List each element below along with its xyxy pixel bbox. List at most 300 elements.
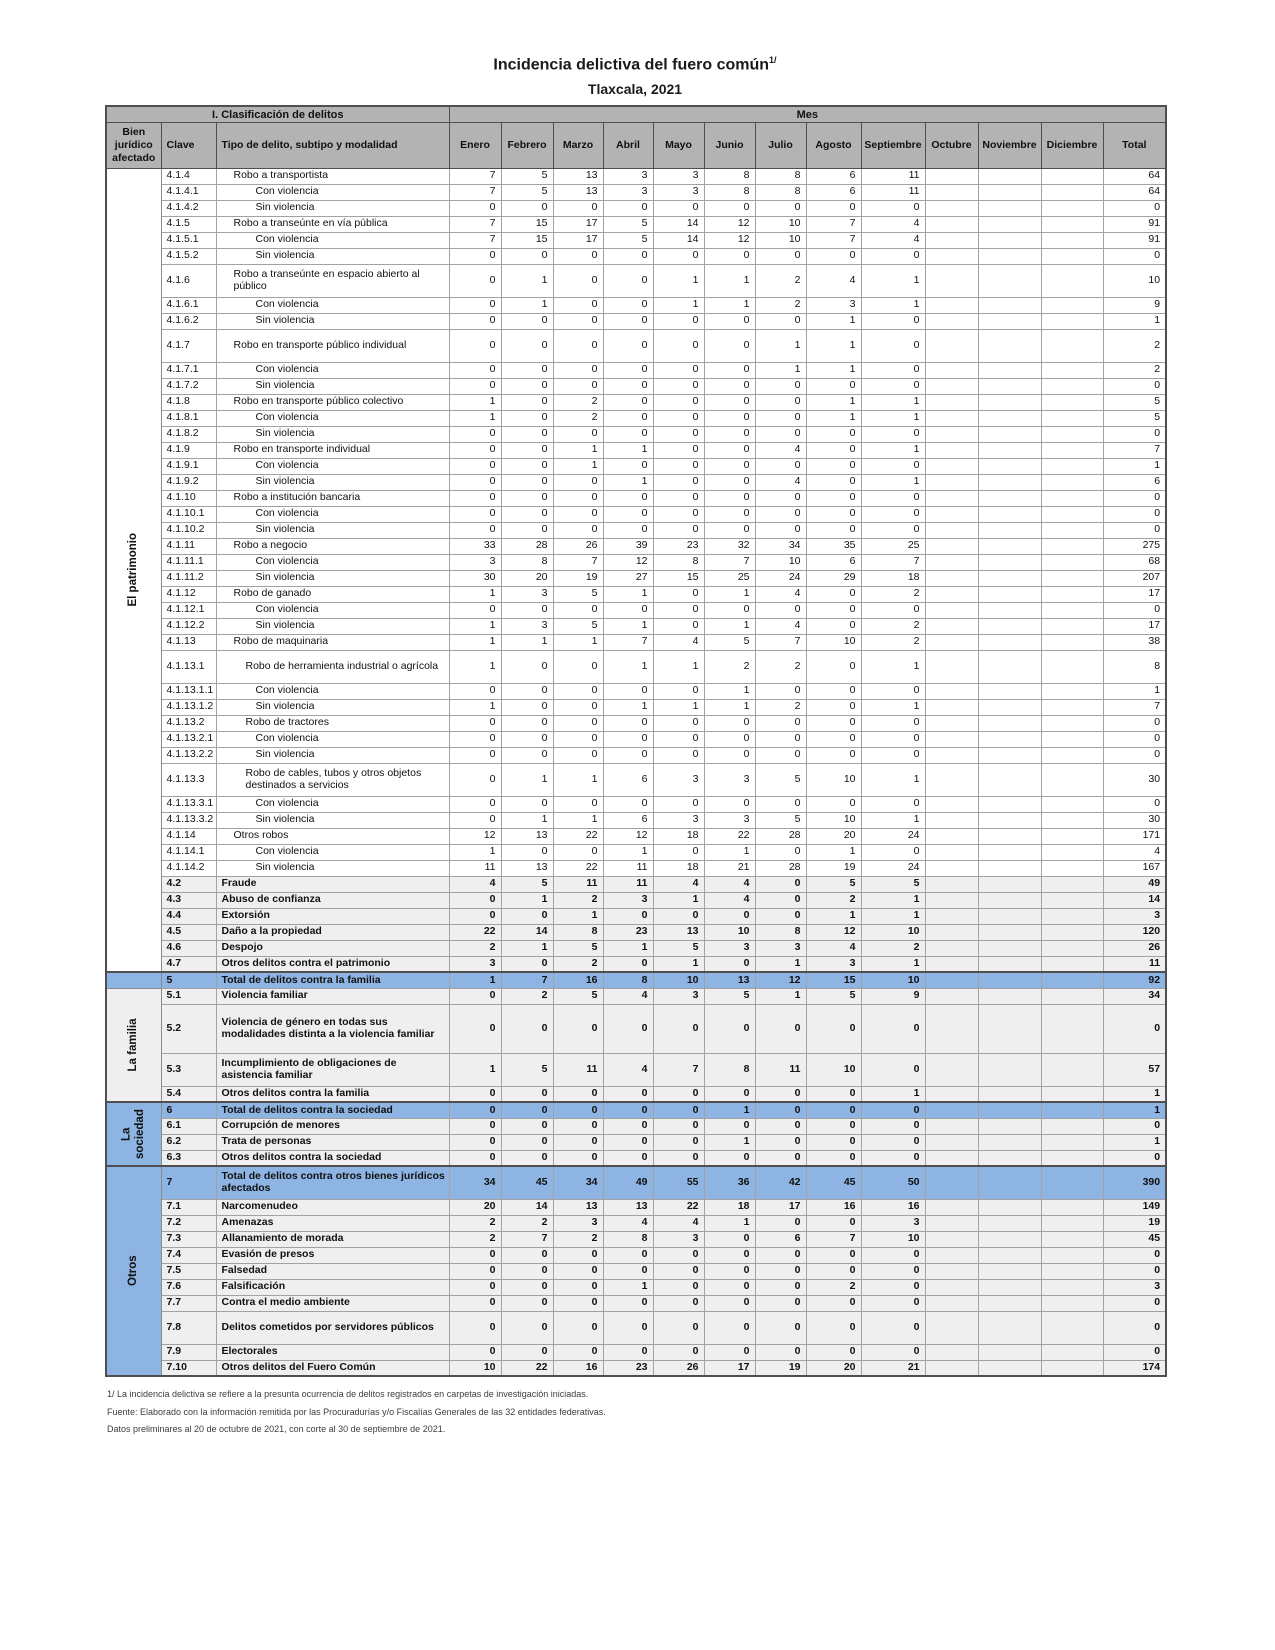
- total-cell: 0: [1103, 426, 1166, 442]
- total-cell: 49: [1103, 876, 1166, 892]
- delito-cell: Delitos cometidos por servidores públicos: [216, 1311, 449, 1344]
- month-value-cell: [925, 1053, 978, 1086]
- month-value-cell: [1041, 618, 1103, 634]
- month-value-cell: 0: [806, 1215, 861, 1231]
- month-value-cell: 0: [704, 731, 755, 747]
- month-value-cell: 0: [653, 731, 704, 747]
- delito-cell: Robo de tractores: [216, 715, 449, 731]
- month-value-cell: 0: [603, 747, 653, 763]
- month-value-cell: 0: [704, 1118, 755, 1134]
- month-value-cell: 55: [653, 1166, 704, 1199]
- month-value-cell: [1041, 1344, 1103, 1360]
- clave-cell: 6.1: [161, 1118, 216, 1134]
- month-value-cell: 0: [806, 200, 861, 216]
- month-value-cell: 0: [704, 715, 755, 731]
- month-value-cell: 0: [553, 650, 603, 683]
- month-value-cell: 0: [449, 1134, 501, 1150]
- table-row: [106, 1102, 1166, 1118]
- month-value-cell: 0: [653, 1311, 704, 1344]
- month-value-cell: 1: [501, 264, 553, 297]
- clave-cell: 4.1.13.3.2: [161, 812, 216, 828]
- month-value-cell: [978, 812, 1041, 828]
- month-value-cell: 2: [449, 1231, 501, 1247]
- month-value-cell: [978, 522, 1041, 538]
- clave-cell: 4.1.11: [161, 538, 216, 554]
- month-value-cell: 0: [861, 1118, 925, 1134]
- month-value-cell: [925, 972, 978, 988]
- table-row: [106, 634, 1166, 650]
- month-value-cell: 0: [755, 394, 806, 410]
- month-value-cell: 1: [603, 442, 653, 458]
- month-value-cell: 17: [755, 1199, 806, 1215]
- month-value-cell: 0: [653, 1150, 704, 1166]
- month-value-cell: 0: [553, 747, 603, 763]
- month-value-cell: 1: [603, 1279, 653, 1295]
- month-value-cell: [925, 442, 978, 458]
- clave-cell: 4.1.7: [161, 329, 216, 362]
- table-row: [106, 442, 1166, 458]
- month-value-cell: 0: [806, 618, 861, 634]
- month-value-cell: 1: [861, 297, 925, 313]
- month-value-cell: 2: [755, 264, 806, 297]
- month-column-header: Mayo: [653, 122, 704, 168]
- month-value-cell: 0: [603, 490, 653, 506]
- bien-juridico-group-cell: [106, 988, 161, 1102]
- month-value-cell: [1041, 1134, 1103, 1150]
- month-value-cell: 1: [704, 699, 755, 715]
- month-value-cell: [978, 763, 1041, 796]
- total-cell: 57: [1103, 1053, 1166, 1086]
- month-value-cell: [925, 1086, 978, 1102]
- month-value-cell: [1041, 570, 1103, 586]
- month-value-cell: [978, 313, 1041, 329]
- month-value-cell: [1041, 394, 1103, 410]
- month-column-header: Diciembre: [1041, 122, 1103, 168]
- total-cell: 17: [1103, 586, 1166, 602]
- month-value-cell: 0: [449, 200, 501, 216]
- month-value-cell: 0: [861, 490, 925, 506]
- month-value-cell: 0: [861, 426, 925, 442]
- clave-cell: 4.1.6.2: [161, 313, 216, 329]
- month-value-cell: 0: [449, 297, 501, 313]
- month-value-cell: 22: [553, 860, 603, 876]
- month-value-cell: [1041, 426, 1103, 442]
- month-value-cell: 15: [806, 972, 861, 988]
- month-value-cell: 0: [501, 796, 553, 812]
- month-value-cell: 0: [553, 329, 603, 362]
- month-value-cell: [978, 988, 1041, 1004]
- month-value-cell: 1: [704, 586, 755, 602]
- month-value-cell: 0: [704, 490, 755, 506]
- month-value-cell: 24: [755, 570, 806, 586]
- month-value-cell: 5: [501, 184, 553, 200]
- month-value-cell: 16: [806, 1199, 861, 1215]
- month-value-cell: [925, 1004, 978, 1053]
- month-value-cell: 0: [449, 1279, 501, 1295]
- total-cell: 3: [1103, 908, 1166, 924]
- month-value-cell: 5: [603, 216, 653, 232]
- total-cell: 390: [1103, 1166, 1166, 1199]
- month-value-cell: [978, 844, 1041, 860]
- month-value-cell: 0: [501, 362, 553, 378]
- classification-header: I. Clasificación de delitos: [106, 106, 449, 122]
- table-row: [106, 1118, 1166, 1134]
- month-value-cell: 29: [806, 570, 861, 586]
- month-value-cell: 0: [553, 264, 603, 297]
- total-cell: 0: [1103, 1150, 1166, 1166]
- bien-juridico-group-label: [107, 973, 161, 988]
- month-value-cell: 0: [653, 474, 704, 490]
- month-value-cell: 0: [755, 490, 806, 506]
- month-value-cell: [925, 1102, 978, 1118]
- month-value-cell: 0: [501, 313, 553, 329]
- month-value-cell: [925, 924, 978, 940]
- table-row: [106, 602, 1166, 618]
- month-value-cell: 0: [704, 1004, 755, 1053]
- month-value-cell: 0: [603, 1150, 653, 1166]
- month-value-cell: 2: [501, 988, 553, 1004]
- month-value-cell: [978, 442, 1041, 458]
- month-value-cell: 14: [501, 924, 553, 940]
- month-value-cell: [978, 634, 1041, 650]
- month-value-cell: 0: [806, 747, 861, 763]
- month-value-cell: 0: [553, 1150, 603, 1166]
- month-value-cell: 1: [449, 618, 501, 634]
- month-value-cell: [1041, 892, 1103, 908]
- month-value-cell: 12: [449, 828, 501, 844]
- month-value-cell: [925, 844, 978, 860]
- month-value-cell: [925, 988, 978, 1004]
- month-value-cell: [978, 184, 1041, 200]
- table-row: [106, 394, 1166, 410]
- total-cell: 2: [1103, 329, 1166, 362]
- month-value-cell: 0: [861, 1150, 925, 1166]
- total-cell: 0: [1103, 1247, 1166, 1263]
- table-row: [106, 1215, 1166, 1231]
- month-value-cell: [1041, 522, 1103, 538]
- clave-cell: 7.9: [161, 1344, 216, 1360]
- month-value-cell: 0: [603, 1263, 653, 1279]
- month-column-header: Abril: [603, 122, 653, 168]
- month-value-cell: 0: [501, 474, 553, 490]
- total-cell: 0: [1103, 1295, 1166, 1311]
- mes-header: Mes: [449, 106, 1166, 122]
- month-value-cell: 36: [704, 1166, 755, 1199]
- total-cell: 64: [1103, 168, 1166, 184]
- month-value-cell: 0: [501, 458, 553, 474]
- bien-juridico-group-cell: [106, 1102, 161, 1166]
- month-value-cell: [925, 892, 978, 908]
- month-value-cell: 6: [603, 763, 653, 796]
- month-value-cell: [925, 956, 978, 972]
- month-value-cell: 0: [806, 458, 861, 474]
- total-cell: 0: [1103, 200, 1166, 216]
- month-value-cell: [978, 1215, 1041, 1231]
- month-value-cell: 0: [501, 490, 553, 506]
- month-value-cell: [1041, 828, 1103, 844]
- month-value-cell: 3: [603, 892, 653, 908]
- month-value-cell: [978, 394, 1041, 410]
- clave-cell: 4.1.13.2: [161, 715, 216, 731]
- delito-cell: Con violencia: [216, 362, 449, 378]
- month-value-cell: 3: [653, 168, 704, 184]
- table-row: [106, 683, 1166, 699]
- footnote: Datos preliminares al 20 de octubre de 2021, con corte al 30 de septiembre de 2021.: [107, 1424, 446, 1435]
- month-value-cell: 0: [553, 1263, 603, 1279]
- month-value-cell: [978, 1231, 1041, 1247]
- month-value-cell: 0: [755, 602, 806, 618]
- month-value-cell: 0: [755, 1150, 806, 1166]
- month-value-cell: 0: [501, 715, 553, 731]
- month-value-cell: [978, 216, 1041, 232]
- month-value-cell: 0: [501, 908, 553, 924]
- clave-cell: 4.1.9.1: [161, 458, 216, 474]
- month-value-cell: 12: [704, 216, 755, 232]
- month-value-cell: 4: [449, 876, 501, 892]
- month-value-cell: 19: [806, 860, 861, 876]
- month-value-cell: [978, 699, 1041, 715]
- month-value-cell: 13: [553, 1199, 603, 1215]
- month-value-cell: 3: [449, 956, 501, 972]
- month-value-cell: 1: [553, 908, 603, 924]
- month-value-cell: [1041, 474, 1103, 490]
- month-value-cell: 15: [501, 216, 553, 232]
- table-row: [106, 1134, 1166, 1150]
- month-value-cell: 0: [449, 812, 501, 828]
- month-value-cell: 0: [861, 1263, 925, 1279]
- total-cell: 7: [1103, 442, 1166, 458]
- month-value-cell: [925, 828, 978, 844]
- month-value-cell: 1: [704, 683, 755, 699]
- table-row: [106, 699, 1166, 715]
- month-value-cell: 1: [861, 908, 925, 924]
- table-header-row: [106, 106, 1166, 122]
- delito-cell: Violencia de género en todas sus modalidades distinta a la violencia familiar: [216, 1004, 449, 1053]
- month-value-cell: 22: [653, 1199, 704, 1215]
- table-row: [106, 988, 1166, 1004]
- total-cell: 149: [1103, 1199, 1166, 1215]
- month-value-cell: [925, 1166, 978, 1199]
- month-value-cell: 0: [501, 650, 553, 683]
- month-value-cell: 0: [501, 1279, 553, 1295]
- month-value-cell: 16: [553, 972, 603, 988]
- month-value-cell: 0: [755, 731, 806, 747]
- month-value-cell: 1: [501, 940, 553, 956]
- month-value-cell: 5: [755, 812, 806, 828]
- month-value-cell: [1041, 264, 1103, 297]
- month-value-cell: 0: [653, 378, 704, 394]
- month-value-cell: 0: [806, 442, 861, 458]
- month-value-cell: [978, 297, 1041, 313]
- table-row: [106, 731, 1166, 747]
- total-cell: 26: [1103, 940, 1166, 956]
- month-value-cell: 0: [449, 1263, 501, 1279]
- page-title-text: Incidencia delictiva del fuero común: [493, 56, 770, 74]
- month-value-cell: 0: [449, 1247, 501, 1263]
- month-value-cell: [1041, 924, 1103, 940]
- month-value-cell: [978, 876, 1041, 892]
- clave-cell: 4.2: [161, 876, 216, 892]
- month-value-cell: 0: [501, 1150, 553, 1166]
- month-value-cell: 7: [449, 168, 501, 184]
- month-value-cell: 5: [501, 1053, 553, 1086]
- total-cell: 38: [1103, 634, 1166, 650]
- month-value-cell: 0: [653, 490, 704, 506]
- table-row: [106, 168, 1166, 184]
- month-value-cell: 0: [501, 394, 553, 410]
- month-value-cell: 0: [704, 956, 755, 972]
- month-value-cell: 1: [861, 264, 925, 297]
- month-value-cell: 0: [755, 1344, 806, 1360]
- month-value-cell: [925, 297, 978, 313]
- month-value-cell: 0: [501, 956, 553, 972]
- month-value-cell: [925, 796, 978, 812]
- month-value-cell: [925, 248, 978, 264]
- month-value-cell: 0: [653, 426, 704, 442]
- month-value-cell: [1041, 1279, 1103, 1295]
- table-row: [106, 618, 1166, 634]
- month-value-cell: 3: [704, 940, 755, 956]
- month-value-cell: 0: [704, 394, 755, 410]
- month-value-cell: 0: [553, 699, 603, 715]
- month-value-cell: 0: [603, 378, 653, 394]
- month-value-cell: 0: [603, 410, 653, 426]
- month-value-cell: 0: [501, 522, 553, 538]
- total-cell: 0: [1103, 796, 1166, 812]
- month-value-cell: 7: [806, 216, 861, 232]
- month-value-cell: [1041, 699, 1103, 715]
- month-value-cell: [925, 458, 978, 474]
- table-row: [106, 1360, 1166, 1376]
- month-value-cell: [1041, 1086, 1103, 1102]
- month-value-cell: 4: [861, 216, 925, 232]
- month-value-cell: [1041, 908, 1103, 924]
- month-column-header: Febrero: [501, 122, 553, 168]
- month-value-cell: [1041, 168, 1103, 184]
- month-value-cell: 1: [449, 844, 501, 860]
- month-value-cell: 21: [861, 1360, 925, 1376]
- month-value-cell: [978, 731, 1041, 747]
- delito-cell: Electorales: [216, 1344, 449, 1360]
- clave-cell: 7.3: [161, 1231, 216, 1247]
- total-cell: 275: [1103, 538, 1166, 554]
- month-value-cell: [1041, 313, 1103, 329]
- month-value-cell: 18: [861, 570, 925, 586]
- month-value-cell: 1: [501, 297, 553, 313]
- month-value-cell: [1041, 1295, 1103, 1311]
- delito-cell: Robo en transporte público individual: [216, 329, 449, 362]
- month-value-cell: 3: [704, 812, 755, 828]
- bien-juridico-group-label: La familia: [127, 1018, 140, 1072]
- month-value-cell: 8: [501, 554, 553, 570]
- delito-cell: Con violencia: [216, 731, 449, 747]
- month-value-cell: 0: [861, 1102, 925, 1118]
- table-row: [106, 538, 1166, 554]
- month-value-cell: 12: [603, 828, 653, 844]
- month-value-cell: [925, 410, 978, 426]
- month-value-cell: 0: [603, 426, 653, 442]
- table-row: [106, 474, 1166, 490]
- month-value-cell: 0: [653, 200, 704, 216]
- clave-cell: 6: [161, 1102, 216, 1118]
- month-value-cell: 1: [861, 892, 925, 908]
- month-value-cell: 0: [861, 747, 925, 763]
- month-value-cell: 0: [553, 1279, 603, 1295]
- month-value-cell: 1: [553, 442, 603, 458]
- clave-cell: 4.1.9.2: [161, 474, 216, 490]
- month-value-cell: 0: [603, 200, 653, 216]
- month-value-cell: 5: [501, 876, 553, 892]
- month-value-cell: 0: [449, 490, 501, 506]
- month-value-cell: 0: [501, 248, 553, 264]
- month-value-cell: 0: [501, 378, 553, 394]
- month-value-cell: 0: [449, 1150, 501, 1166]
- month-value-cell: 0: [653, 683, 704, 699]
- month-value-cell: 0: [755, 747, 806, 763]
- clave-cell: 4.1.5: [161, 216, 216, 232]
- month-value-cell: [978, 410, 1041, 426]
- table-row: [106, 1199, 1166, 1215]
- month-value-cell: 2: [861, 940, 925, 956]
- month-value-cell: 0: [553, 506, 603, 522]
- month-value-cell: 0: [806, 650, 861, 683]
- month-value-cell: 0: [704, 1295, 755, 1311]
- month-value-cell: 0: [861, 248, 925, 264]
- clave-cell: 4.1.4.2: [161, 200, 216, 216]
- month-value-cell: [978, 828, 1041, 844]
- clave-cell: 4.1.5.2: [161, 248, 216, 264]
- month-value-cell: 0: [449, 506, 501, 522]
- month-value-cell: 15: [653, 570, 704, 586]
- month-value-cell: [925, 940, 978, 956]
- month-value-cell: 0: [449, 426, 501, 442]
- month-value-cell: 0: [501, 426, 553, 442]
- month-value-cell: 1: [806, 394, 861, 410]
- month-value-cell: 1: [861, 650, 925, 683]
- month-value-cell: 8: [755, 184, 806, 200]
- clave-cell: 4.7: [161, 956, 216, 972]
- delito-cell: Con violencia: [216, 844, 449, 860]
- total-cell: 7: [1103, 699, 1166, 715]
- table-row: [106, 972, 1166, 988]
- month-value-cell: 0: [806, 683, 861, 699]
- month-value-cell: [978, 956, 1041, 972]
- month-value-cell: [1041, 1199, 1103, 1215]
- delito-cell: Sin violencia: [216, 474, 449, 490]
- delito-cell: Con violencia: [216, 796, 449, 812]
- month-value-cell: 0: [449, 1102, 501, 1118]
- total-cell: 4: [1103, 844, 1166, 860]
- month-value-cell: [925, 1360, 978, 1376]
- month-value-cell: [1041, 844, 1103, 860]
- month-value-cell: [1041, 1247, 1103, 1263]
- month-value-cell: 0: [603, 683, 653, 699]
- table-row: [106, 297, 1166, 313]
- month-value-cell: 7: [653, 1053, 704, 1086]
- clave-cell: 7.5: [161, 1263, 216, 1279]
- month-value-cell: 0: [603, 1295, 653, 1311]
- month-value-cell: 6: [755, 1231, 806, 1247]
- month-value-cell: 0: [806, 715, 861, 731]
- month-value-cell: 0: [653, 442, 704, 458]
- month-value-cell: 13: [704, 972, 755, 988]
- month-value-cell: [978, 1150, 1041, 1166]
- total-cell: 0: [1103, 522, 1166, 538]
- month-value-cell: 8: [755, 168, 806, 184]
- month-value-cell: 27: [603, 570, 653, 586]
- month-value-cell: 0: [501, 731, 553, 747]
- delito-cell: Total de delitos contra otros bienes jurídicos afectados: [216, 1166, 449, 1199]
